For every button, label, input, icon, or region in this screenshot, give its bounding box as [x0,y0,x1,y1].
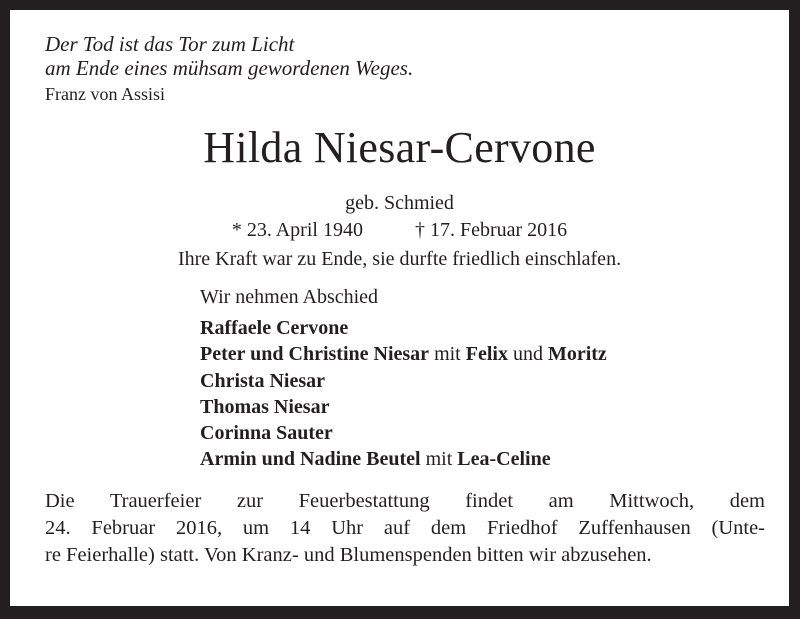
mourner-name: Thomas Niesar [200,395,330,418]
motto-line: am Ende eines mühsam gewordenen Weges. [45,56,414,80]
mourner-name: Armin und Nadine Beutel [200,448,421,471]
mourner-entry [200,368,607,394]
obituary-notice [10,10,789,606]
mourner-name: Raffaele Cervone [200,317,349,339]
ceremony-line: re Feierhalle) statt. Von Kranz- und Blumenspenden bitten wir abzusehen. [45,544,652,566]
child-name: Felix [465,343,508,366]
mourner-name: Christa Niesar [200,369,325,392]
maiden-name: geb. Schmied [345,192,454,214]
memorial-sentence: Ihre Kraft war zu Ende, sie durfte friedlich einschlafen. [177,248,622,270]
mourner-name: Corinna Sauter [200,422,333,445]
connector-text: mit [434,343,461,366]
connector-text: und [512,343,543,366]
birth-date: * 23. April 1940 [231,219,363,241]
mourner-name: Peter und Christine Niesar [200,343,430,366]
motto-quote [45,32,413,80]
mourner-entry [200,446,607,472]
child-name: Lea-Celine [457,448,551,471]
farewell-heading: Wir nehmen Abschied [200,286,379,308]
connector-text: mit [425,448,453,471]
deceased-name: Hilda Niesar-Cervone [203,123,596,172]
child-name: Moritz [547,343,607,366]
ceremony-info [45,488,765,569]
mourner-entry [200,315,607,341]
mourner-entry [200,394,607,420]
life-dates [10,219,789,242]
motto-author: Franz von Assisi [45,84,166,104]
mourner-entry [200,341,607,367]
motto-line: Der Tod ist das Tor zum Licht [45,32,295,56]
ceremony-line: 24. Februar 2016, um 14 Uhr auf dem Friedhof Zuffenhausen (Unte- [45,517,765,539]
mourners-list [200,315,607,473]
ceremony-line: Die Trauerfeier zur Feuerbestattung findet am Mittwoch, dem [45,490,765,512]
death-date: † 17. Februar 2016 [414,219,568,241]
mourner-entry [200,420,607,446]
